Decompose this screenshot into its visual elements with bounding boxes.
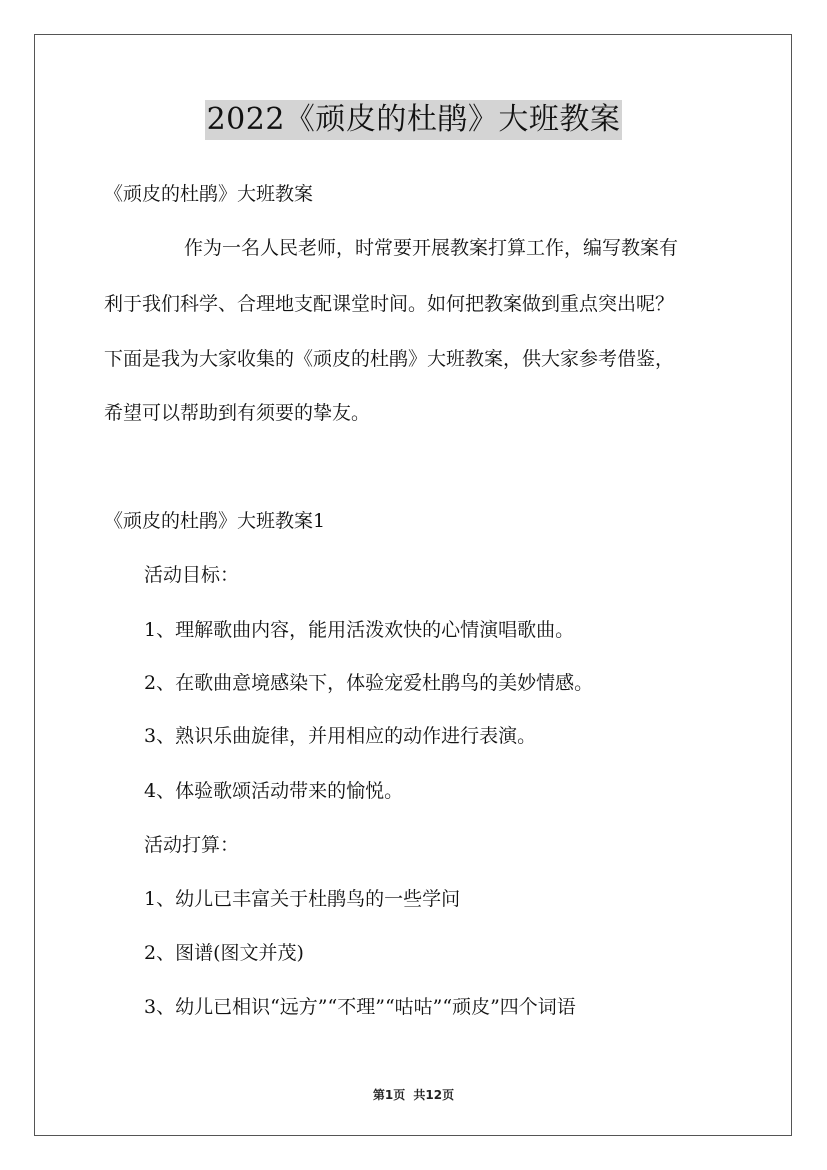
prep-item: 3、幼儿已相识“远方”“不理”“咕咕”“顽皮”四个词语 (144, 996, 576, 1018)
title-container (0, 100, 827, 140)
goal-item: 4、体验歌颂活动带来的愉悦。 (144, 780, 404, 802)
document-title: 2022《顽皮的杜鹃》大班教案 (205, 100, 623, 140)
goal-item: 1、理解歌曲内容，能用活泼欢快的心情演唱歌曲。 (144, 619, 575, 641)
page-number: 第1页 (372, 1088, 406, 1102)
prep-item: 2、图谱(图文并茂) (144, 942, 304, 964)
page-footer (0, 1086, 827, 1103)
prep-item: 1、幼儿已丰富关于杜鹃鸟的一些学问 (144, 888, 461, 910)
prep-label: 活动打算： (144, 834, 240, 856)
intro-line: 下面是我为大家收集的《顽皮的杜鹃》大班教案，供大家参考借鉴， (104, 348, 675, 370)
goals-label: 活动目标： (144, 564, 240, 586)
goal-item: 2、在歌曲意境感染下，体验宠爱杜鹃鸟的美妙情感。 (144, 672, 594, 694)
intro-line: 希望可以帮助到有须要的挚友。 (104, 402, 371, 424)
section-heading: 《顽皮的杜鹃》大班教案1 (104, 510, 326, 532)
intro-line: 利于我们科学、合理地支配课堂时间。如何把教案做到重点突出呢？ (104, 293, 675, 315)
subtitle: 《顽皮的杜鹃》大班教案 (104, 183, 314, 205)
intro-line: 作为一名人民老师，时常要开展教案打算工作，编写教案有 (184, 237, 679, 259)
goal-item: 3、熟识乐曲旋律，并用相应的动作进行表演。 (144, 725, 537, 747)
page-total: 共12页 (413, 1088, 455, 1102)
